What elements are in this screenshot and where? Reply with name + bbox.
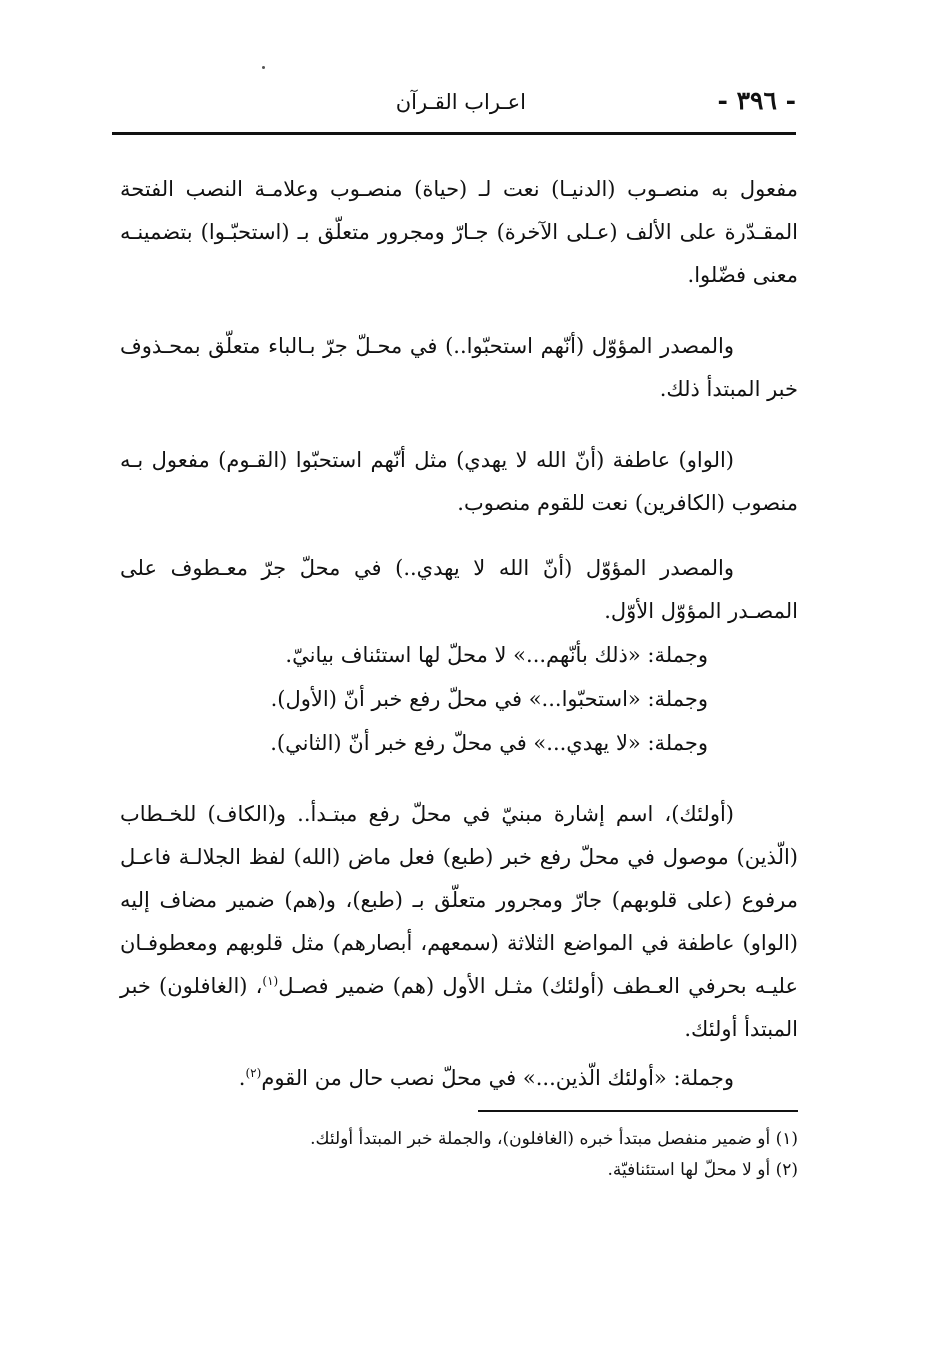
main-text bbox=[120, 168, 798, 1100]
footnote-ref-2[interactable]: (٢) bbox=[245, 1066, 262, 1080]
paragraph-5-end: ، (الغافلون) خبر المبتدأ أولئك. bbox=[120, 974, 798, 1041]
running-title: اعـراب القـرآن bbox=[395, 90, 526, 114]
page-number: - ٣٩٦ - bbox=[717, 86, 796, 115]
page-header bbox=[112, 86, 796, 126]
paragraph-5-text: (أولئك)، اسم إشارة مبنيّ في محلّ رفع مبتـدأ.. و(الكاف) للخـطاب (الّذين) موصول في محلّ رفع خبر (طبع) فعل ماض (الله) لفظ الجلالـة فاعـل مرفوع (على قلوبهم) جارّ ومجرور متعلّق بـ (طبع)، و(هم) ضمير مضاف إليه (الواو) عاطفة في المواضع الثلاثة (سمعهم، أبصارهم) مثل قلوبهم ومعطوفـان عليـه بحرفي العـطف (أولئك) مثـل الأول (هم) ضمير فصـل bbox=[120, 802, 798, 998]
footnote-ref-1[interactable]: (١) bbox=[262, 974, 279, 988]
header-rule bbox=[112, 132, 796, 135]
sentence-analysis-4 bbox=[120, 1057, 798, 1100]
paragraph-4: والمصدر المؤوّل (أنّ الله لا يهدي..) في محلّ جرّ معـطوف على المصـدر المؤوّل الأوّل. bbox=[120, 556, 798, 623]
footnote-rule bbox=[478, 1110, 798, 1112]
paragraph-1: مفعول به منصـوب (الدنيـا) نعت لـ (حياة) منصـوب وعلامـة النصب الفتحة المقـدّرة على الألف (عـلى الآخرة) جـارّ ومجرور متعلّق بـ (استحبّـوا) بتضمينـه معنى فضّلوا. bbox=[120, 177, 798, 287]
sentence-analysis-1: وجملة: «ذلك بأنّهم...» لا محلّ لها استئناف بيانيّ. bbox=[285, 643, 708, 667]
sentence-analysis-4-text: وجملة: «أولئك الّذين...» في محلّ نصب حال من القوم bbox=[261, 1066, 734, 1090]
paragraph-5 bbox=[120, 793, 798, 1051]
paragraph-2: والمصدر المؤوّل (أنّهم استحبّوا..) في محـلّ جرّ بـالباء متعلّق بمحـذوف خبر المبتدأ ذلك. bbox=[120, 334, 798, 401]
sentence-analysis-4-end: . bbox=[238, 1066, 246, 1090]
sentence-analysis-3: وجملة: «لا يهدي...» في محلّ رفع خبر أنّ (الثاني). bbox=[270, 731, 708, 755]
footnote-1: (١) أو ضمير منفصل مبتدأ خبره (الغافلون)، والجملة خبر المبتدأ أولئك. bbox=[310, 1129, 798, 1149]
sentence-analysis-2: وجملة: «استحبّوا...» في محلّ رفع خبر أنّ (الأول). bbox=[270, 687, 708, 711]
paragraph-3: (الواو) عاطفة (أنّ الله لا يهدي) مثل أنّهم استحبّوا (القـوم) مفعول بـه منصوب (الكافرين) نعت للقوم منصوب. bbox=[120, 448, 798, 515]
footnotes bbox=[238, 1124, 798, 1186]
footnote-2: (٢) أو لا محلّ لها استئنافيّة. bbox=[607, 1160, 798, 1180]
scan-speck bbox=[262, 66, 265, 69]
